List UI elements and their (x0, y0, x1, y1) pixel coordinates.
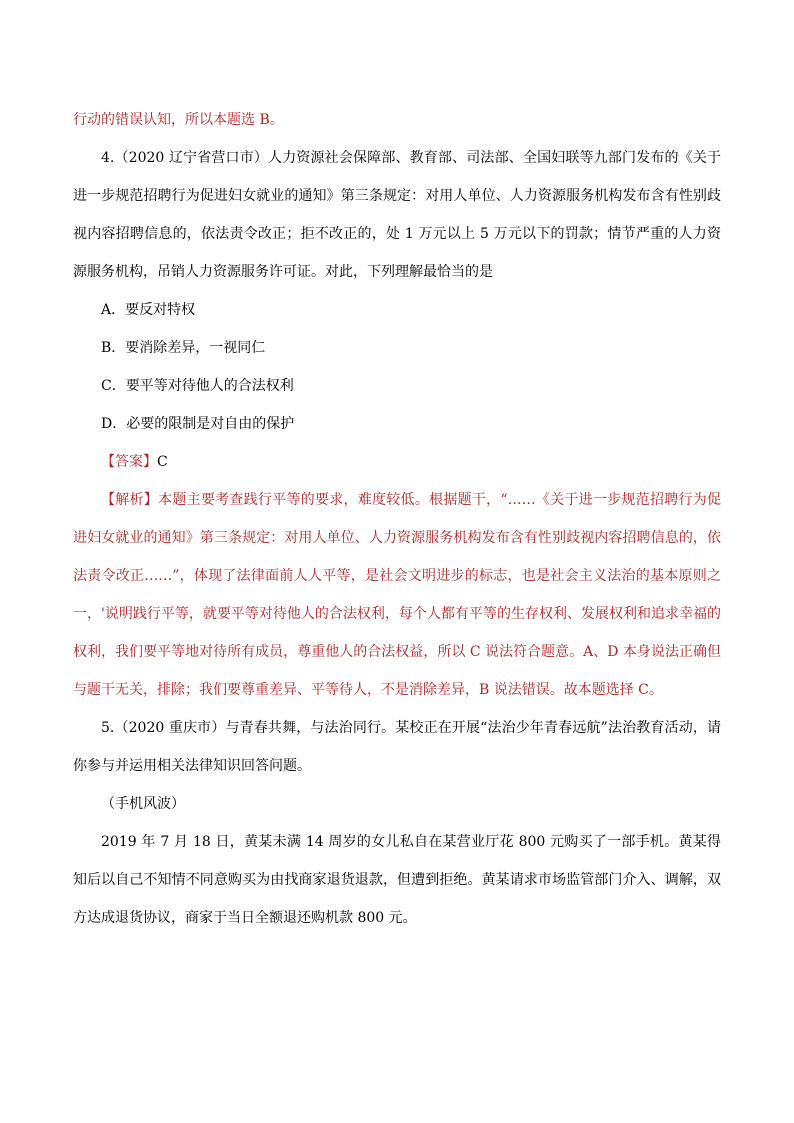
answer-label: 【答案】 (101, 454, 157, 470)
question-5-passage: 2019 年 7 月 18 日，黄某未满 14 周岁的女儿私自在某营业厅花 800 元购买了一部手机。黄某得知后以自己不知情不同意购买为由找商家退货退款，但遭到拒绝。黄某请求市场监管部门介入、调解，双方达成退货协议，商家于当日全额退还购机款 800 元。 (73, 834, 721, 926)
analysis-label: 【解析】 (101, 492, 159, 508)
question-4-stem: 4.（2020 辽宁省营口市）人力资源社会保障部、教育部、司法部、全国妇联等九部门发布的《关于进一步规范招聘行为促进妇女就业的通知》第三条规定：对用人单位、人力资源服务机构发布含有性别歧视内容招聘信息的，依法责令改正；拒不改正的，处 1 万元以上 5 万元以下的罚款；情节严重的人力资源服务机构，吊销人力资源服务许可证。对此，下列理解最恰当的是 (73, 150, 721, 280)
analysis-text: 本题主要考查践行平等的要求，难度较低。根据题干，“……《关于进一步规范招聘行为促进妇女就业的通知》第三条规定：对用人单位、人力资源服务机构发布含有性别歧视内容招聘信息的，依法责令改正……”，体现了法律面前人人平等，是社会文明进步的标志，也是社会主义法治的基本原则之一，'说明践行平等，就要平等对待他人的合法权利，每个人都有平等的生存权利、发展权利和追求幸福的权利，我们要平等地对待所有成员，尊重他人的合法权益，所以 C 说法符合题意。A、D 本身说法正确但与题干无关，排除；我们要尊重差异、平等待人，不是消除差异，B 说法错误。故本题选择 C。 (73, 492, 722, 698)
question-4-analysis (73, 481, 721, 709)
question-4-option-a: A．要反对特权 (101, 302, 196, 318)
question-4-answer (73, 443, 721, 481)
question-5-subtitle: （手机风波） (101, 796, 185, 812)
previous-answer-tail: 行动的错误认知，所以本题选 B。 (73, 112, 284, 128)
question-5-stem: 5.（2020 重庆市）与青春共舞，与法治同行。某校正在开展“法治少年青春远航”法治教育活动，请你参与并运用相关法律知识回答问题。 (73, 720, 721, 774)
question-4-option-b: B．要消除差异，一视同仁 (101, 340, 266, 356)
question-4-option-d: D．必要的限制是对自由的保护 (101, 416, 295, 432)
document-body (73, 101, 721, 937)
question-4-option-c: C．要平等对待他人的合法权利 (101, 378, 294, 394)
answer-value: C (157, 454, 168, 470)
